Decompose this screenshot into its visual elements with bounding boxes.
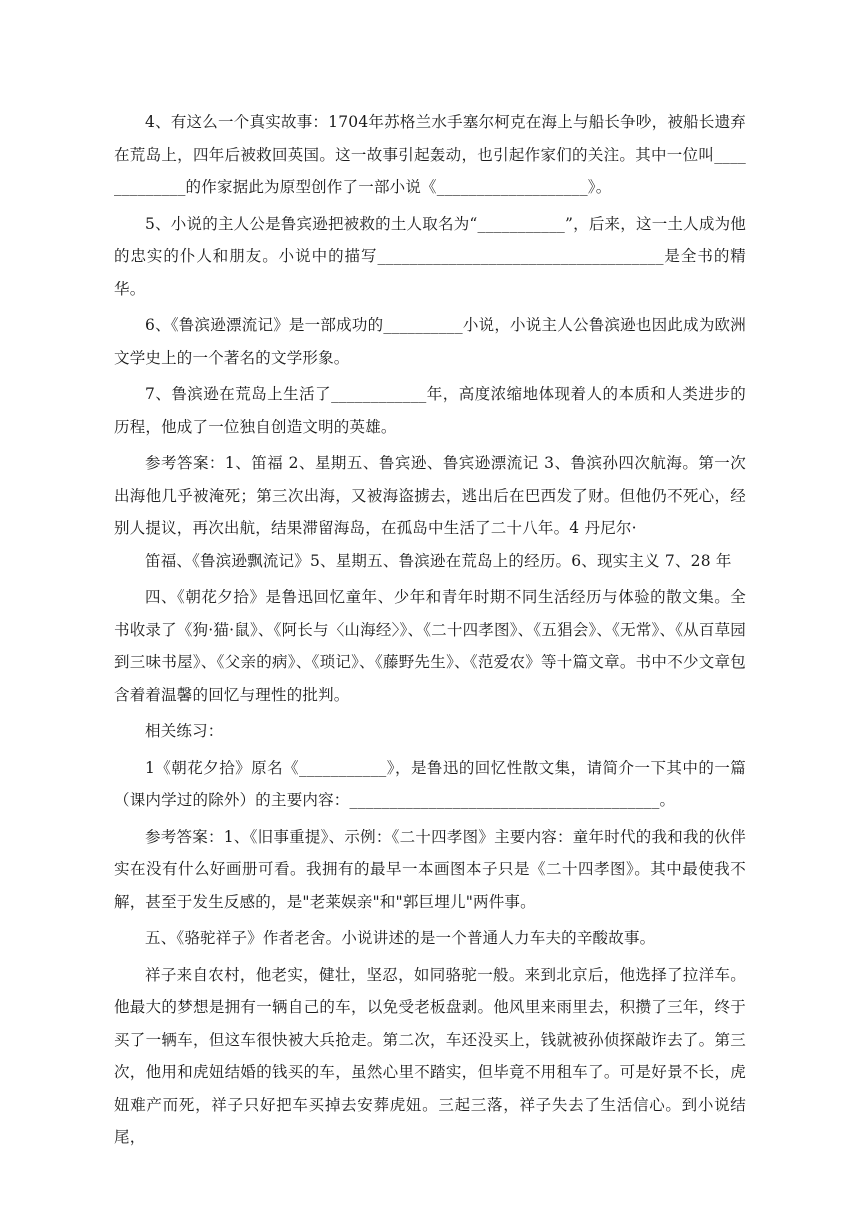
document-body — [114, 106, 746, 1158]
exercise-1-paragraph: 1《朝花夕拾》原名《___________》，是鲁迅的回忆性散文集，请简介一下其中的一篇（课内学过的除外）的主要内容：_______________________________________。 — [114, 758, 746, 809]
answer-key-paragraph: 参考答案：1、笛福 2、星期五、鲁宾逊、鲁宾逊漂流记 3、鲁滨孙四次航海。第一次出海他几乎被淹死；第三次出海，又被海盗掳去，逃出后在巴西发了财。但他仍不死心，经别人提议，再次出航，结果滞留海岛，在孤岛中生活了二十八年。4 丹尼尔· — [114, 454, 746, 537]
answer-key-continued-paragraph: 笛福、《鲁滨逊飘流记》5、星期五、鲁滨逊在荒岛上的经历。6、现实主义 7、28 年 — [145, 551, 732, 570]
question-6-paragraph: 6、《鲁滨逊漂流记》是一部成功的__________小说，小说主人公鲁滨逊也因此成为欧洲文学史上的一个著名的文学形象。 — [114, 316, 746, 367]
section-4-intro-paragraph: 四、《朝花夕拾》是鲁迅回忆童年、少年和青年时期不同生活经历与体验的散文集。全书收录了《狗·猫·鼠》、《阿长与〈山海经〉》、《二十四孝图》、《五猖会》、《无常》、《从百草园到三味书屋》、《父亲的病》、《琐记》、《藤野先生》、《范爱农》等十篇文章。书中不少文章包含着着温馨的回忆与理性的批判。 — [114, 588, 746, 704]
story-summary-paragraph: 祥子来自农村，他老实，健壮，坚忍，如同骆驼一般。来到北京后，他选择了拉洋车。他最大的梦想是拥有一辆自己的车，以免受老板盘剥。他风里来雨里去，积攒了三年，终于买了一辆车，但这车很快被大兵抢走。第二次，车还没买上，钱就被孙侦探敲诈去了。第三次，他用和虎妞结婚的钱买的车，虽然心里不踏实，但毕竟不用租车了。可是好景不长，虎妞难产而死，祥子只好把车买掉去安葬虎妞。三起三落，祥子失去了生活信心。到小说结尾， — [114, 965, 746, 1146]
exercise-answer-paragraph: 参考答案：1、《旧事重提》、示例：《二十四孝图》主要内容：童年时代的我和我的伙伴实在没有什么好画册可看。我拥有的最早一本画图本子只是《二十四孝图》。其中最使我不解，甚至于发生反感的，是"老莱娱亲"和"郭巨埋儿"两件事。 — [114, 827, 746, 911]
section-5-intro-paragraph: 五、《骆驼祥子》作者老舍。小说讲述的是一个普通人力车夫的辛酸故事。 — [145, 929, 656, 947]
question-7-paragraph: 7、鲁滨逊在荒岛上生活了____________年，高度浓缩地体现着人的本质和人类进步的历程，他成了一位独自创造文明的英雄。 — [114, 385, 746, 436]
question-4-paragraph: 4、有这么一个真实故事：1704年苏格兰水手塞尔柯克在海上与船长争吵，被船长遗弃在荒岛上，四年后被救回英国。这一故事引起轰动，也引起作家们的关注。其中一位叫_____________的作家据此为原型创作了一部小说《___________________》。 — [114, 113, 746, 196]
question-5-paragraph: 5、小说的主人公是鲁宾逊把被救的土人取名为“___________”，后来，这一土人成为他的忠实的仆人和朋友。小说中的描写____________________________________是全书的精华。 — [114, 214, 746, 298]
related-exercises-heading: 相关练习： — [145, 722, 224, 740]
